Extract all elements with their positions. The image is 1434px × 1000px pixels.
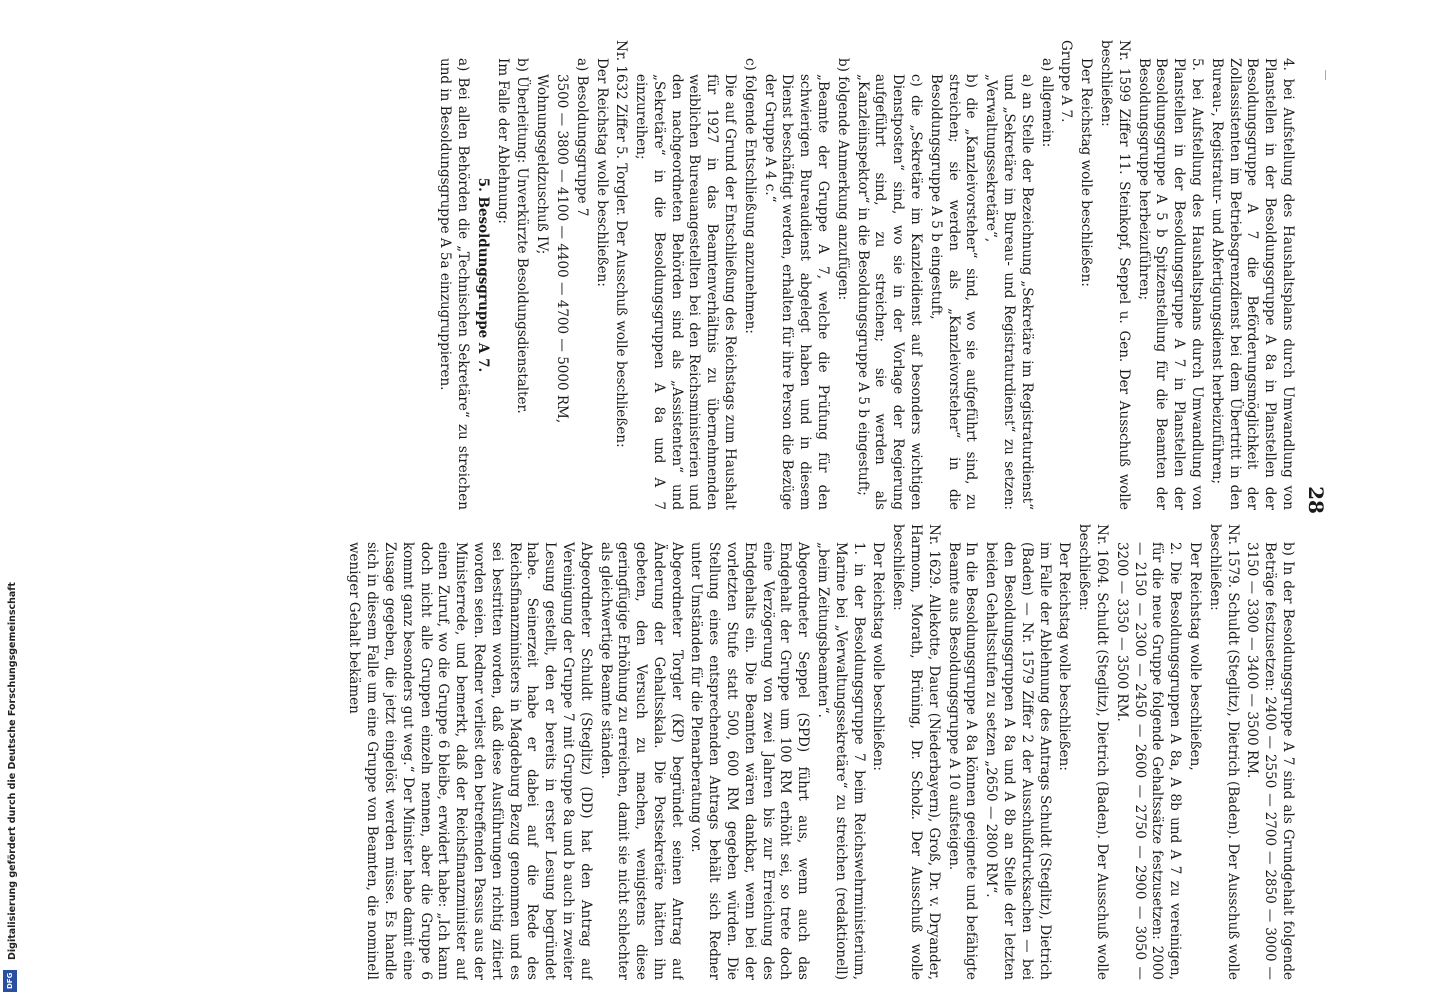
- paragraph: a) an Stelle der Bezeichnung „Sekretäre im Registraturdienst“ und „Sekretäre im Bureau- und Registraturdienst“ zu setzen: „Verwaltungssekretäre“,: [983, 74, 1035, 510]
- paragraph: Nr. 1579. Schuldt (Steglitz), Dietrich (Baden). Der Ausschuß wolle beschließen:: [1206, 524, 1241, 980]
- left-column: [160, 40, 1296, 510]
- paragraph: a) Besoldungsgruppe 7: [573, 58, 590, 217]
- paragraph: Der Reichstag wolle beschließen:: [1078, 58, 1095, 287]
- paragraph: im Falle der Ablehnung des Antrags Schuldt (Steglitz), Dietrich (Baden) — Nr. 1579 Ziffer 2 der Ausschußdrucksachen — bei den Besoldungsgruppen A 8a und A 8b an Stelle der letzten beiden Gehaltsstufen zu setzen „2650 — 2800 RM“.: [983, 542, 1053, 980]
- paragraph: a) allgemein:: [1038, 58, 1055, 148]
- paragraph: 1. in der Besoldungsgruppe 7 beim Reichswehrministerium, Marine bei „Verwaltungssekretäre“ zu streichen (redaktionell) „beim Zeitungsbeamten“.: [815, 542, 867, 980]
- paragraph: Die auf Grund der Entschließung des Reichstags zum Haushalt für 1927 in das Beamtenverhältnis zu übernehmenden weiblichen Bureauangestellten bei den Reichsministerien und den nachgeordneten Behörden sind als „Assistenten“ und „Sekretäre“ in die Besoldungsgruppen A 8a und A 7 einzureihen;: [633, 74, 739, 510]
- paragraph: Nr. 1599 Ziffer 11. Steinkopf, Seppel u. Gen. Der Ausschuß wolle beschließen:: [1098, 40, 1132, 510]
- paragraph: c) die „Sekretäre im Kanzleidienst auf besonders wichtigen Dienstposten“ sind, wo sie in der Vorlage der Regierung aufgeführt sind, zu streichen; sie werden als „Kanzleiinspektor“ in die Besoldungsgruppe A 5 b eingestuft;: [854, 74, 925, 510]
- paragraph: Abgeordneter Seppel (SPD) führt aus, wenn auch das Endgehalt der Gruppe um 100 RM erhöht sei, so trete doch eine Verzögerung von zwei Jahren bis zur Erreichung des Endgehalts ein. Die Beamten wären dankbar, wenn bei der vorletzten Stufe statt 500, 600 RM gegeben würden. Die Stellung eines entsprechenden Antrags behält sich Redner unter Umständen für die Plenarberatung vor.: [688, 542, 812, 980]
- paragraph: Abgeordneter Schuldt (Steglitz) (DD) hat den Antrag auf Vereinigung der Gruppe 7 mit Gruppe 8a und b auch in zweiter Lesung gestellt, den er bereits in erster Lesung begründet habe. Seinerzeit habe er dabei auf die Rede des Reichsfinanzministers in Magdeburg Bezug genommen und es sei bestritten worden, daß diese Ausführungen richtig zitiert worden seien. Redner verliest den betreffenden Passus aus der Ministerrede, und bemerkt, daß der Reichsfinanzminister auf einen Zuruf, wo die Gruppe 6 bleibe, erwidert habe: „Ich kann doch nicht alle Gruppen einzeln nennen, aber die Gruppe 6 kommt ganz besonders gut weg.“ Der Minister habe damit eine Zusage gegeben, die jetzt eingelöst werden müsse. Es handle sich in diesem Falle um eine Gruppe von Beamten, die nominell weniger Gehalt bekämen: [346, 542, 594, 980]
- paragraph: „Beamte der Gruppe A 7, welche die Prüfung für den schwierigen Bureaudienst abgelegt haben und in diesem Dienst beschäftigt werden, erhalten für ihre Person die Bezüge der Gruppe A 4 c.“: [761, 74, 832, 510]
- paragraph: Nr. 1632 Ziffer 5. Torgler. Der Ausschuß wolle beschließen:: [613, 40, 630, 448]
- paragraph: Abgeordneter Torgler (KP) begründet seinen Antrag auf Änderung der Gehaltsskala. Die Postsekretäre hätten ihn gebeten, den Versuch zu machen, wenigstens diese geringfügige Erhöhung zu erreichen, damit sie nicht schlechter als gleichwertige Beamte ständen.: [597, 542, 685, 980]
- paragraph: 5. Besoldungsgruppe A 7.: [474, 177, 491, 373]
- page-number: 28: [1304, 486, 1328, 514]
- paragraph: Nr. 1604. Schuldt (Steglitz), Dietrich (Baden). Der Ausschuß wolle beschließen:: [1076, 524, 1111, 980]
- paragraph: 5. bei Aufstellung des Haushaltsplans durch Umwandlung von Planstellen in der Besoldungsgruppe A 7 in Planstellen der Besoldungsgruppe A 5 b Spitzenstellung für die Beamten der Besoldungsgruppe herbeizuführen;: [1135, 58, 1206, 510]
- paragraph: Nr. 1629. Allekotte, Dauer (Niederbayern), Groß, Dr. v. Dryander, Harmonn, Morath, Brüning, Dr. Scholz. Der Ausschuß wolle beschließen:: [890, 524, 942, 980]
- paragraph: Wohnungsgeldzuschuß IV;: [534, 74, 551, 255]
- paragraph: c) folgende Entschließung anzunehmen:: [741, 58, 758, 334]
- right-column: [160, 524, 1296, 980]
- paragraph: Gruppe A 7.: [1058, 40, 1075, 123]
- document-page: [140, 0, 1340, 1000]
- paragraph: a) Bei allen Behörden die „Technischen Sekretäre“ zu streichen und in Besoldungsgruppe A 5a einzugruppieren.: [437, 58, 471, 510]
- paragraph: Der Reichstag wolle beschließen:: [593, 58, 610, 287]
- digitization-footer: [0, 0, 24, 1000]
- paragraph: In die Besoldungsgruppe A 8a können geeignete und befähigte Beamte aus Besoldungsgruppe A 10 aufsteigen.: [945, 542, 980, 980]
- paragraph: b) die „Kanzleivorsteher“ sind, wo sie aufgeführt sind, zu streichen; sie werden als „Kanzleivorsteher“ in die Besoldungsgruppe A 5 b eingestuft,: [927, 74, 980, 510]
- paragraph: b) In der Besoldungsgruppe A 7 sind als Grundgehalt folgende Beträge festzusetzen: 2400 — 2550 — 2700 — 2850 — 3000 — 3150 — 3300 — 3400 — 3500 RM.: [1244, 542, 1296, 980]
- paragraph: 2. Die Besoldungsgruppen A 8a, A 8b und A 7 zu vereinigen, für die neue Gruppe folgende Gehaltssätze festzusetzen: 2000 — 2150 — 2300 — 2450 — 2600 — 2750 — 2900 — 3050 — 3200 — 3350 — 3500 RM.: [1113, 542, 1184, 980]
- scan-edge-mark: [1325, 70, 1326, 80]
- footer-credit: Digitalisierung gefördert durch die Deutsche Forschungsgemeinschaft: [7, 582, 18, 960]
- paragraph: Der Reichstag wolle beschließen:: [870, 542, 887, 771]
- paragraph: b) folgende Anmerkung anzufügen:: [834, 58, 851, 301]
- paragraph: Der Reichstag wolle beschließen:: [1056, 542, 1073, 771]
- paragraph: 4. bei Aufstellung des Haushaltsplans durch Umwandlung von Planstellen in der Besoldungsgruppe A 8a in Planstellen der Besoldungsgruppe A 7 die Beförderungsmöglichkeit der Zollassistenten im Betriebsgrenzdienst bei dem Übertritt in den Bureau-, Registratur- und Abfertigungsdienst herbeizuführen;: [1208, 58, 1296, 510]
- paragraph: 3500 — 3800 — 4100 — 4400 — 4700 — 5000 RM,: [553, 74, 570, 424]
- dfg-logo: DFG: [3, 970, 17, 992]
- paragraph: b) Überleitung: Unverkürzte Besoldungsdienstalter.: [514, 58, 531, 414]
- paragraph: Der Reichstag wolle beschließen,: [1187, 542, 1204, 771]
- paragraph: Im Falle der Ablehnung:: [494, 58, 511, 224]
